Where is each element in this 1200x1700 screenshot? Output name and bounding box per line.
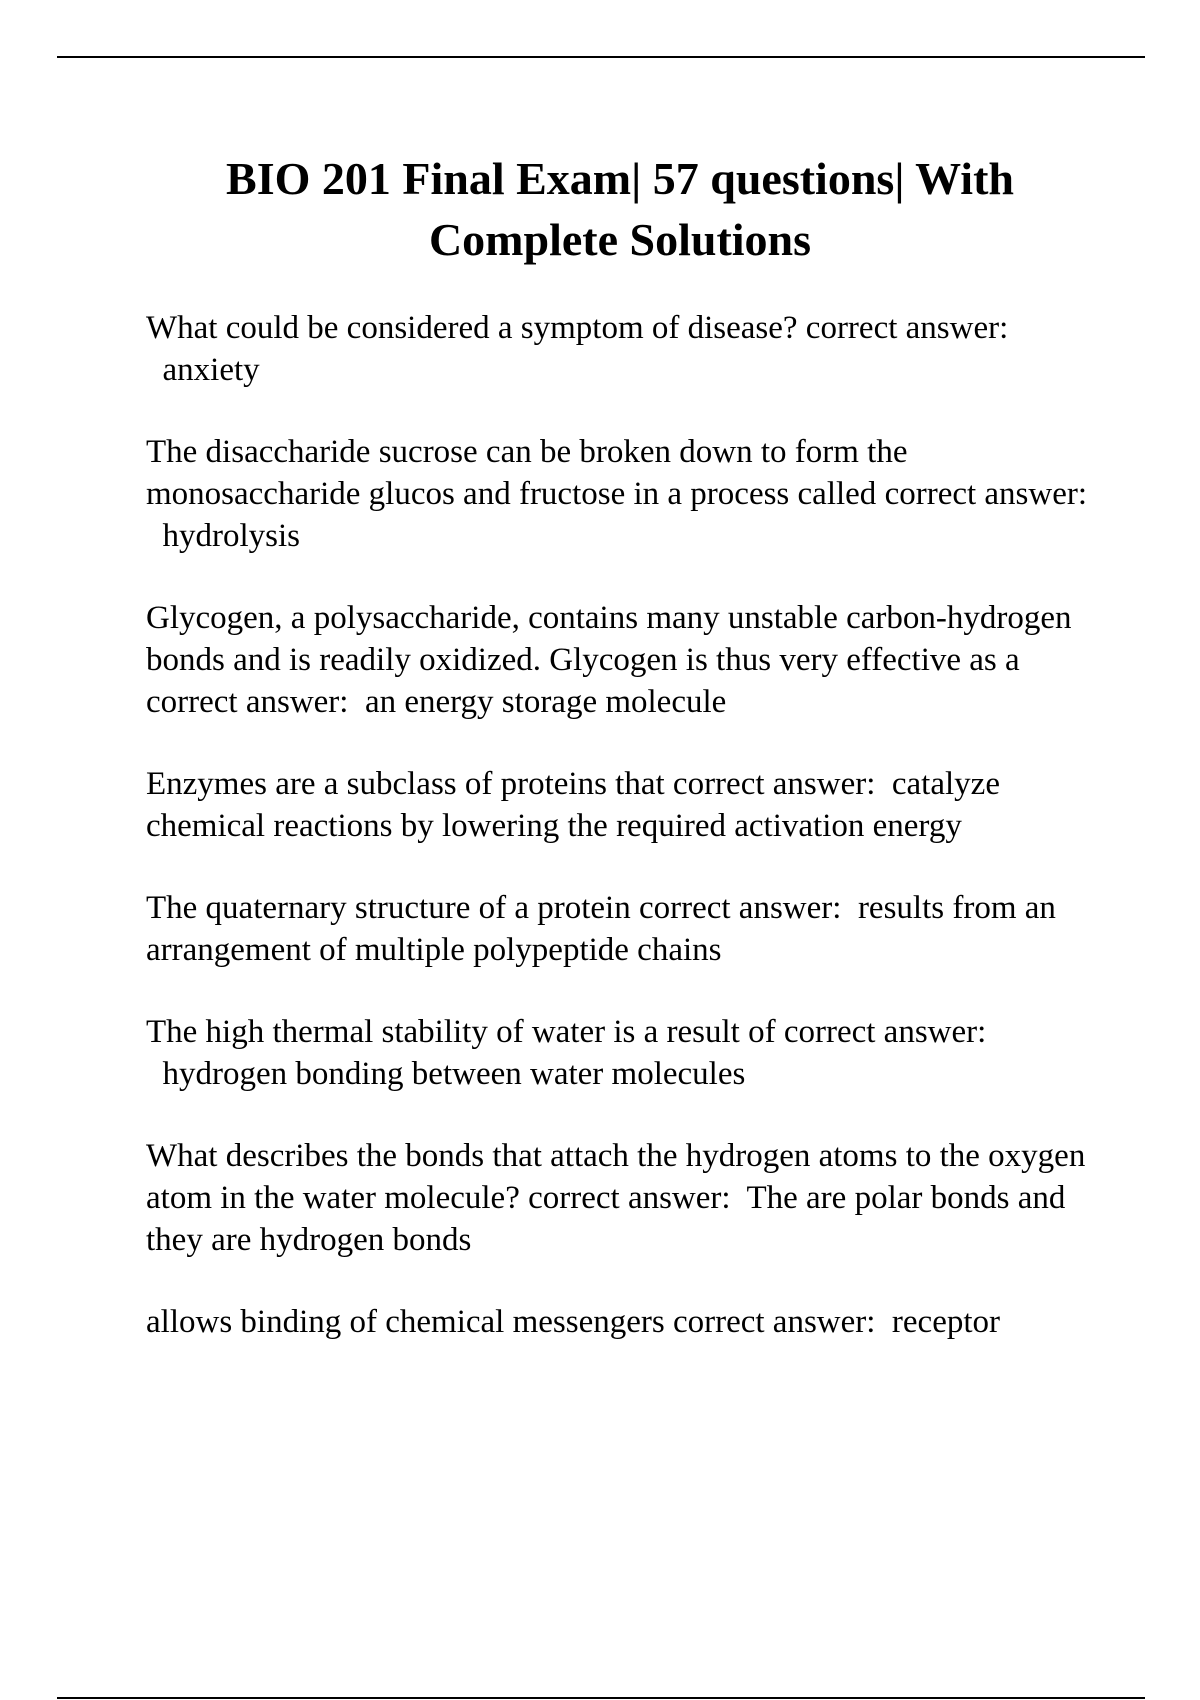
question-text: Enzymes are a subclass of proteins that bbox=[146, 766, 665, 802]
answer-text: results from an arrangement of multiple polypeptide chains bbox=[146, 890, 1056, 968]
question-text: The high thermal stability of water is a result of bbox=[146, 1014, 776, 1050]
answer-label: correct answer: bbox=[884, 476, 1088, 512]
question-text: What could be considered a symptom of disease? bbox=[146, 310, 798, 346]
qa-item bbox=[146, 431, 1106, 557]
answer-label: correct answer: bbox=[146, 684, 349, 720]
answer-text: an energy storage molecule bbox=[364, 684, 727, 720]
answer-label: correct answer: bbox=[672, 766, 876, 802]
qa-item bbox=[146, 1301, 1106, 1343]
qa-item bbox=[146, 597, 1106, 723]
answer-label: correct answer: bbox=[638, 890, 842, 926]
answer-label: correct answer: bbox=[672, 1304, 876, 1340]
question-list bbox=[146, 307, 1106, 1383]
qa-item bbox=[146, 307, 1106, 391]
question-text: What describes the bonds that attach the hydrogen atoms to the oxygen atom in the water molecule? bbox=[146, 1138, 1086, 1216]
question-text: The quaternary structure of a protein bbox=[146, 890, 631, 926]
question-text: allows binding of chemical messengers bbox=[146, 1304, 665, 1340]
bottom-rule bbox=[57, 1697, 1145, 1699]
answer-text: hydrolysis bbox=[162, 518, 301, 554]
answer-text: anxiety bbox=[162, 352, 260, 388]
qa-item bbox=[146, 1011, 1106, 1095]
title-line-1: BIO 201 Final Exam| 57 questions| With bbox=[226, 153, 1014, 204]
answer-text: receptor bbox=[891, 1304, 1001, 1340]
answer-label: correct answer: bbox=[528, 1180, 731, 1216]
answer-text: The are polar bonds and they are hydrogen bonds bbox=[146, 1180, 1066, 1258]
title-line-2: Complete Solutions bbox=[428, 214, 812, 265]
qa-item bbox=[146, 887, 1106, 971]
question-text: Glycogen, a polysaccharide, contains many unstable carbon-hydrogen bonds and is readily oxidized. Glycogen is thus very effective as a bbox=[146, 600, 1072, 678]
document-title bbox=[100, 148, 1140, 270]
answer-label: correct answer: bbox=[805, 310, 1009, 346]
answer-text: catalyze chemical reactions by lowering the required activation energy bbox=[146, 766, 1000, 844]
answer-text: hydrogen bonding between water molecules bbox=[162, 1056, 746, 1092]
qa-item bbox=[146, 1135, 1106, 1261]
qa-item bbox=[146, 763, 1106, 847]
answer-label: correct answer: bbox=[783, 1014, 987, 1050]
question-text: The disaccharide sucrose can be broken down to form the monosaccharide glucos and fructose in a process called bbox=[146, 434, 908, 512]
top-rule bbox=[57, 56, 1145, 58]
